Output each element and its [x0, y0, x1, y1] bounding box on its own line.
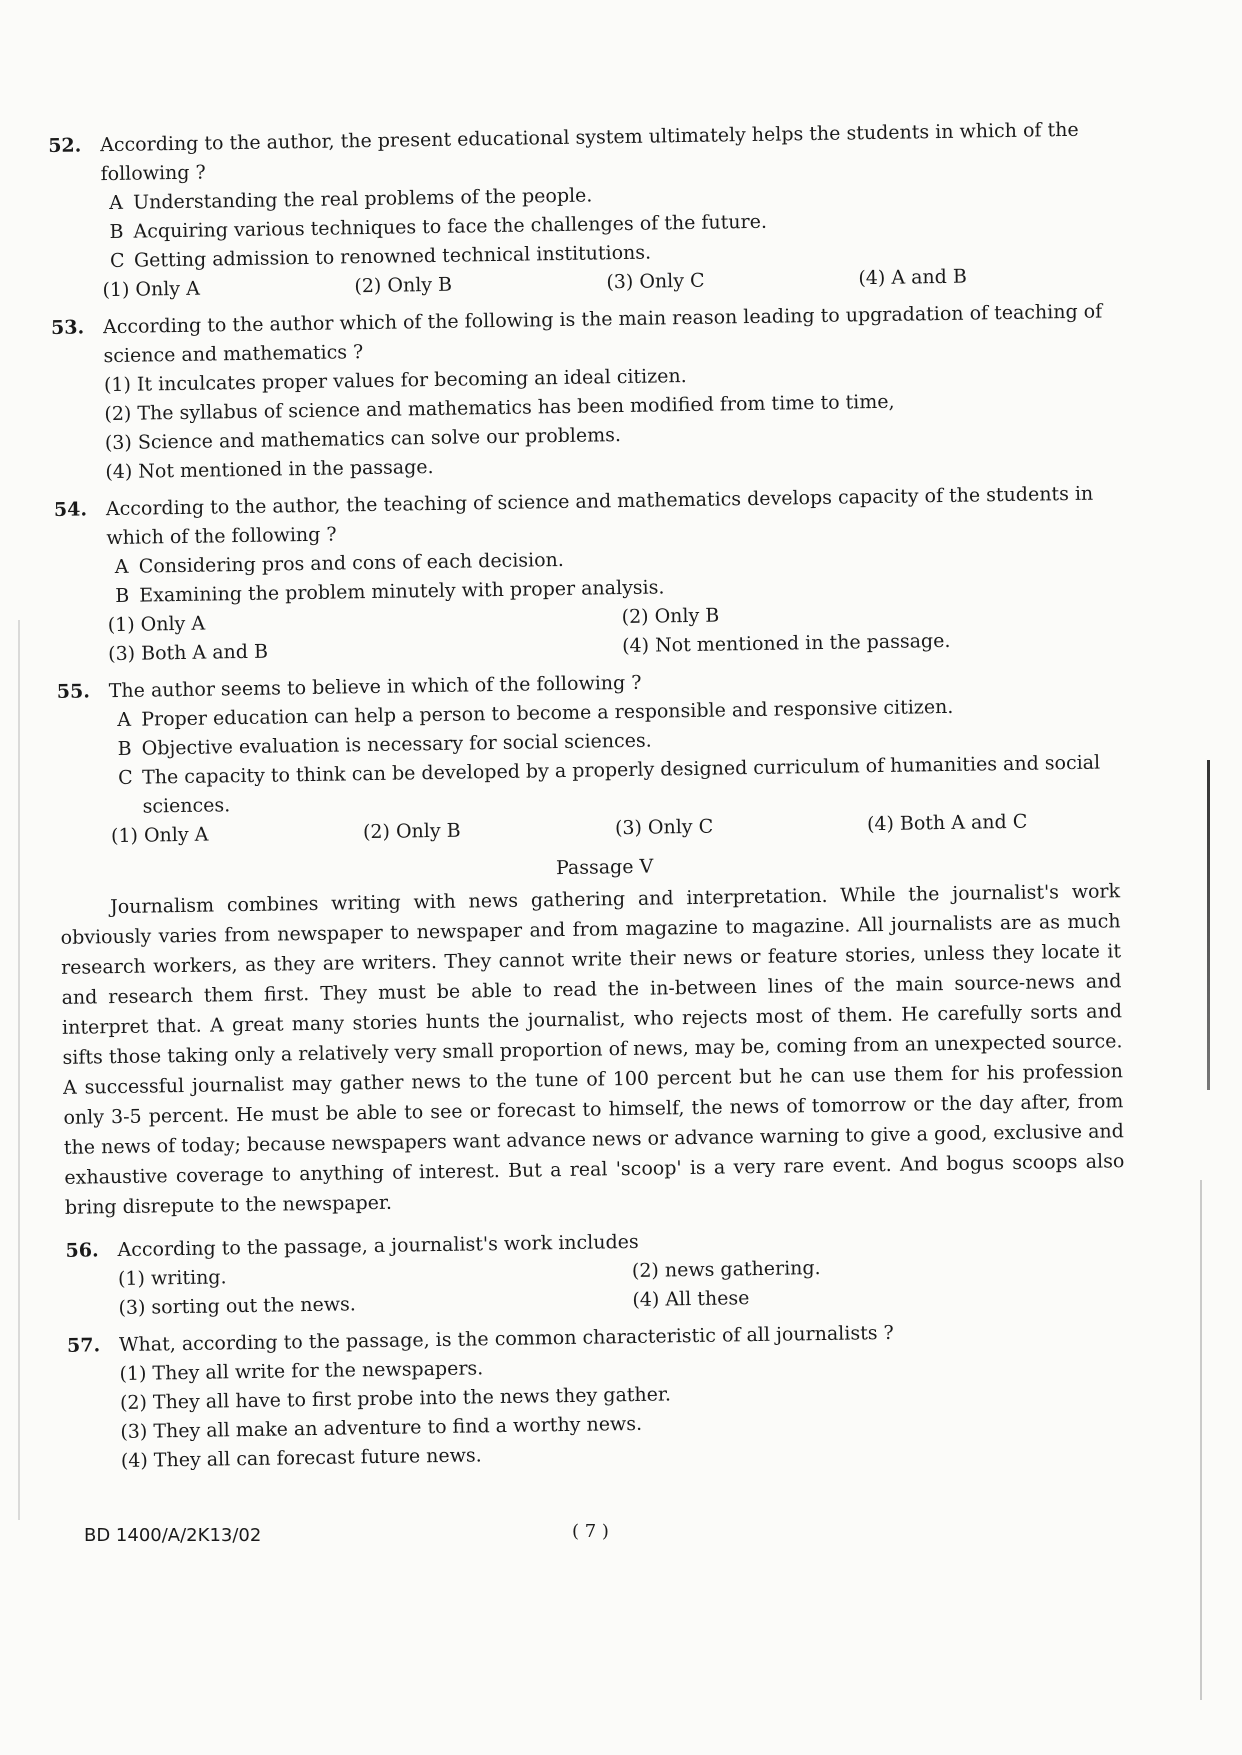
scan-edge-right-lower — [1200, 1180, 1202, 1700]
scan-edge-right — [1207, 760, 1210, 1090]
question-text: According to the author, the teaching of science and mathematics develops capacity of the students in which of the following ? — [105, 482, 1094, 550]
question-52 — [48, 115, 1111, 306]
option-4[interactable]: (4) All these — [632, 1287, 750, 1311]
passage-title: Passage V — [555, 855, 654, 880]
question-text: According to the author, the present educational system ultimately helps the students in which of the following ? — [100, 118, 1079, 186]
option-3[interactable]: (3) Only C — [614, 815, 714, 840]
option-3[interactable]: (3) They all make an adventure to find a worthy news. — [120, 1412, 643, 1444]
question-number: 52. — [48, 134, 82, 157]
question-55 — [57, 661, 1120, 852]
statement-a: A Considering pros and cons of each decision. — [114, 548, 565, 579]
option-2[interactable]: (2) The syllabus of science and mathematics has been modified from time to time, — [104, 390, 895, 426]
option-3[interactable]: (3) sorting out the news. — [118, 1293, 357, 1320]
scan-edge-left — [18, 620, 20, 1520]
option-3[interactable]: (3) Science and mathematics can solve our problems. — [104, 424, 622, 455]
question-54 — [54, 479, 1117, 670]
option-4[interactable]: (4) Both A and C — [866, 810, 1028, 836]
page-content — [48, 115, 1129, 1484]
statement-c: C The capacity to think can be developed by a properly designed curriculum of humanities and social sciences. — [117, 751, 1101, 818]
option-1[interactable]: (1) Only A — [110, 823, 209, 848]
statement-b: B Examining the problem minutely with proper analysis. — [115, 576, 665, 607]
statement-a: A Understanding the real problems of the people. — [108, 184, 593, 215]
question-53 — [51, 297, 1114, 488]
statement-b: B Objective evaluation is necessary for social sciences. — [117, 729, 652, 760]
option-3[interactable]: (3) Both A and B — [108, 640, 269, 666]
question-number: 53. — [50, 316, 85, 339]
option-4[interactable]: (4) Not mentioned in the passage. — [621, 629, 951, 658]
question-text: The author seems to believe in which of the following ? — [108, 671, 642, 703]
question-number: 57. — [66, 1334, 101, 1357]
statement-c: C Getting admission to renowned technical institutions. — [109, 241, 652, 273]
question-number: 56. — [65, 1239, 99, 1262]
question-number: 55. — [56, 680, 91, 703]
statement-b: B Acquiring various techniques to face the challenges of the future. — [109, 210, 768, 244]
option-2[interactable]: (2) Only B — [354, 273, 453, 298]
option-1[interactable]: (1) They all write for the newspapers. — [119, 1357, 484, 1386]
option-1[interactable]: (1) Only A — [107, 612, 206, 637]
option-4[interactable]: (4) They all can forecast future news. — [120, 1444, 482, 1473]
page-number: ( 7 ) — [572, 1521, 609, 1542]
passage-text: Journalism combines writing with news gathering and interpretation. While the journalist's work obviously varies from newspaper to newspaper and from magazine to magazine. All journalists are as much research workers, as they are writers. They cannot write their news or feature stories, unless they locate it and research them first. They must be able to read the in-between lines of the main source-news and interpret that. A great many stories hunts the journalist, who rejects most of them. He carefully sorts and sifts those taking only a relatively very small proportion of news, may be, coming from an unexpected source. A successful journalist may gather news to the tune of 100 percent but he can use them for his profession only 3-5 percent. He must be able to see or forecast to himself, the news of tomorrow or the day after, from the news of today; because newspapers want advance news or advance warning to give a good, exclusive and exhaustive coverage to anything of interest. But a real 'scoop' is a very rare event. And bogus scoops also bring disrepute to the newspaper. — [60, 880, 1125, 1219]
statement-a: A Proper education can help a person to become a responsible and responsive citizen. — [117, 695, 954, 731]
option-2[interactable]: (2) Only B — [621, 604, 720, 629]
option-2[interactable]: (2) news gathering. — [631, 1257, 821, 1282]
question-text: According to the passage, a journalist's work includes — [117, 1230, 639, 1262]
question-57 — [67, 1315, 1129, 1477]
question-56 — [65, 1220, 1126, 1324]
question-text: According to the author which of the following is the main reason leading to upgradation of teaching of science and mathematics ? — [102, 300, 1103, 368]
booklet-code: BD 1400/A/2K13/02 — [84, 1525, 262, 1546]
option-1[interactable]: (1) writing. — [117, 1266, 227, 1291]
option-1[interactable]: (1) Only A — [102, 277, 200, 302]
option-1[interactable]: (1) It inculcates proper values for becoming an ideal citizen. — [103, 364, 687, 397]
option-2[interactable]: (2) They all have to first probe into the news they gather. — [119, 1383, 672, 1415]
option-4[interactable]: (4) Not mentioned in the passage. — [105, 455, 434, 484]
option-2[interactable]: (2) Only B — [362, 819, 461, 844]
question-text: What, according to the passage, is the common characteristic of all journalists ? — [118, 1321, 894, 1357]
option-3[interactable]: (3) Only C — [606, 269, 705, 294]
option-4[interactable]: (4) A and B — [858, 265, 968, 290]
question-number: 54. — [53, 498, 88, 521]
